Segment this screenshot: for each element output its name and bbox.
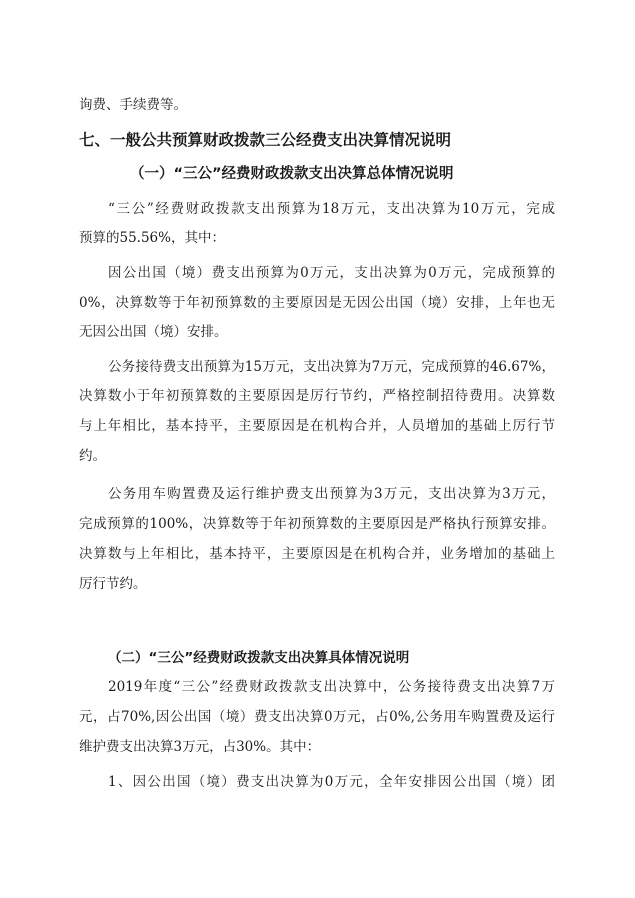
paragraph-line: 公务用车购置费及运行维护费支出预算为3万元，支出决算为3万元， [108, 486, 555, 502]
paragraph-line: 约。 [79, 448, 106, 464]
paragraph-line: 因公出国（境）费支出预算为0万元，支出决算为0万元，完成预算的 [108, 265, 555, 281]
paragraph-line: “三公”经费财政拨款支出预算为18万元，支出决算为10万元，完成 [108, 201, 555, 217]
section-heading: 七、一般公共预算财政拨款三公经费支出决算情况说明 [79, 131, 452, 149]
paragraph-line: 询费、手续费等。 [79, 97, 187, 113]
paragraph-line: 无因公出国（境）安排。 [79, 324, 228, 340]
paragraph-line: 2019年度“三公”经费财政拨款支出决算中，公务接待费支出决算7万 [108, 679, 555, 695]
paragraph-line: 元，占70%,因公出国（境）费支出决算0万元，占0%,公务用车购置费及运行 [79, 709, 555, 725]
paragraph-line: 1、因公出国（境）费支出决算为0万元，全年安排因公出国（境）团 [108, 774, 555, 790]
paragraph-line: 决算数小于年初预算数的主要原因是厉行节约，严格控制招待费用。决算数 [79, 388, 555, 404]
paragraph-line: 厉行节约。 [79, 576, 147, 592]
paragraph-line: 与上年相比，基本持平，主要原因是在机构合并，人员增加的基础上厉行节 [79, 418, 555, 434]
subsection-heading: （一）“三公”经费财政拨款支出决算总体情况说明 [130, 166, 454, 182]
subsection-heading: （二）“三公”经费财政拨款支出决算具体情况说明 [108, 650, 410, 666]
paragraph-line: 0%，决算数等于年初预算数的主要原因是无因公出国（境）安排，上年也无 [79, 295, 555, 311]
paragraph-line: 决算数与上年相比，基本持平，主要原因是在机构合并，业务增加的基础上 [79, 546, 555, 562]
paragraph-line: 完成预算的100%，决算数等于年初预算数的主要原因是严格执行预算安排。 [79, 516, 555, 532]
paragraph-line: 公务接待费支出预算为15万元，支出决算为7万元，完成预算的46.67%， [108, 359, 555, 375]
paragraph-line: 预算的55.56%，其中： [79, 230, 225, 246]
paragraph-line: 维护费支出决算3万元，占30%。其中： [79, 739, 321, 755]
